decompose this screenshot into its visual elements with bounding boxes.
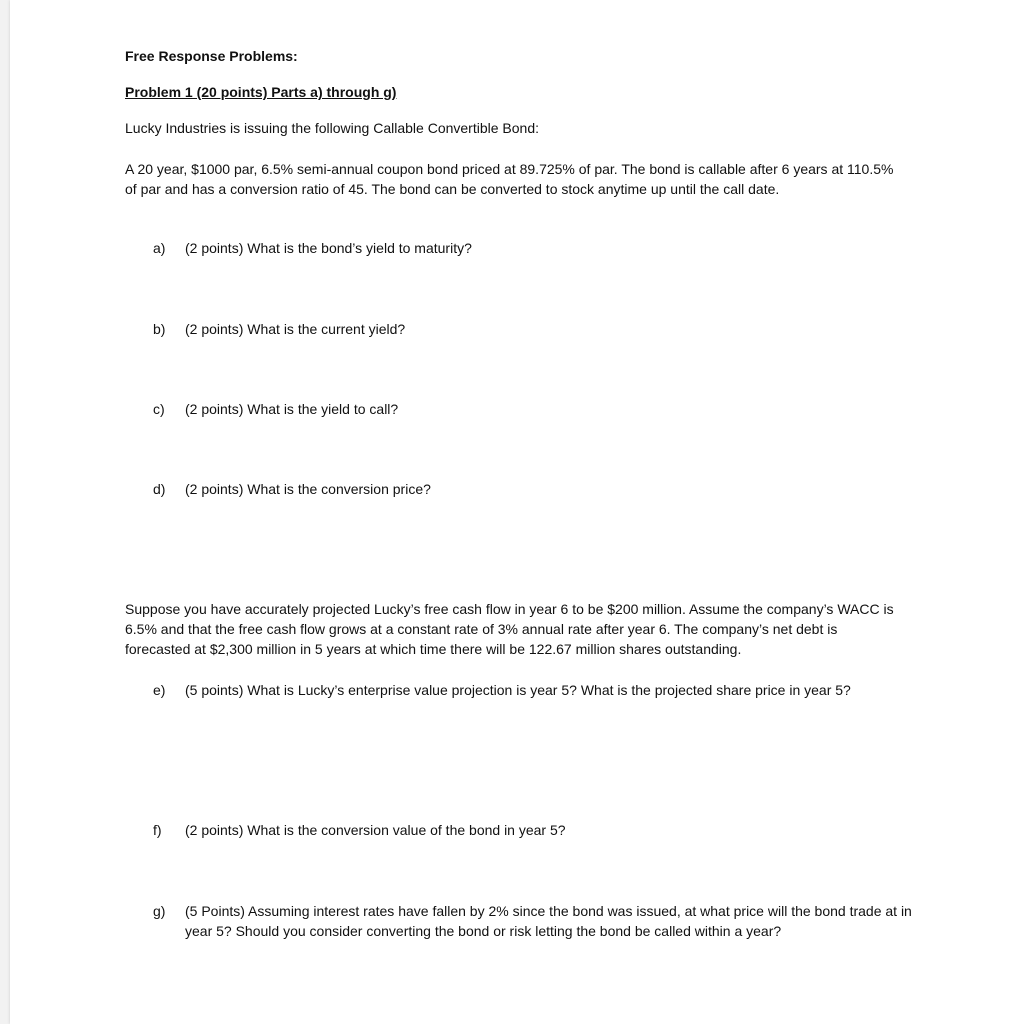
- question-b: [153, 319, 913, 339]
- question-f-text: (2 points) What is the conversion value of the bond in year 5?: [185, 822, 566, 838]
- question-a-text: (2 points) What is the bond’s yield to maturity?: [185, 240, 472, 256]
- question-c: [153, 399, 913, 419]
- question-d: [153, 479, 913, 499]
- question-c-text: (2 points) What is the yield to call?: [185, 401, 399, 417]
- question-e: [153, 680, 913, 700]
- question-g-text: (5 Points) Assuming interest rates have fallen by 2% since the bond was issued, at what price will the bond trade at in year 5? Should you consider converting the bond or risk letting the bond be called within a year?: [185, 903, 912, 939]
- question-g-label: g): [153, 903, 166, 919]
- question-c-label: c): [153, 401, 165, 417]
- question-f: [153, 820, 913, 840]
- cash-flow-description: Suppose you have accurately projected Lucky’s free cash flow in year 6 to be $200 million. Assume the company’s WACC is 6.5% and that the free cash flow grows at a constant rate of 3% annual rate after year 6. The company’s net debt is forecasted at $2,300 million in 5 years at which time there will be 122.67 million shares outstanding.: [125, 601, 894, 657]
- question-e-label: e): [153, 682, 166, 698]
- question-d-label: d): [153, 481, 166, 497]
- intro-text: Lucky Industries is issuing the following Callable Convertible Bond:: [125, 120, 539, 136]
- problem-title: Problem 1 (20 points) Parts a) through g): [125, 84, 397, 100]
- section-heading: Free Response Problems:: [125, 48, 298, 64]
- question-f-label: f): [153, 822, 162, 838]
- question-e-text: (5 points) What is Lucky’s enterprise value projection is year 5? What is the projected share price in year 5?: [185, 682, 851, 698]
- document-page: [10, 0, 1019, 1024]
- bond-description: A 20 year, $1000 par, 6.5% semi-annual coupon bond priced at 89.725% of par. The bond is callable after 6 years at 110.5% of par and has a conversion ratio of 45. The bond can be converted to stock anytime up until the call date.: [125, 161, 894, 197]
- question-a-label: a): [153, 240, 166, 256]
- question-b-text: (2 points) What is the current yield?: [185, 321, 406, 337]
- question-a: [153, 238, 913, 258]
- question-d-text: (2 points) What is the conversion price?: [185, 481, 431, 497]
- question-g: [153, 901, 913, 941]
- question-b-label: b): [153, 321, 166, 337]
